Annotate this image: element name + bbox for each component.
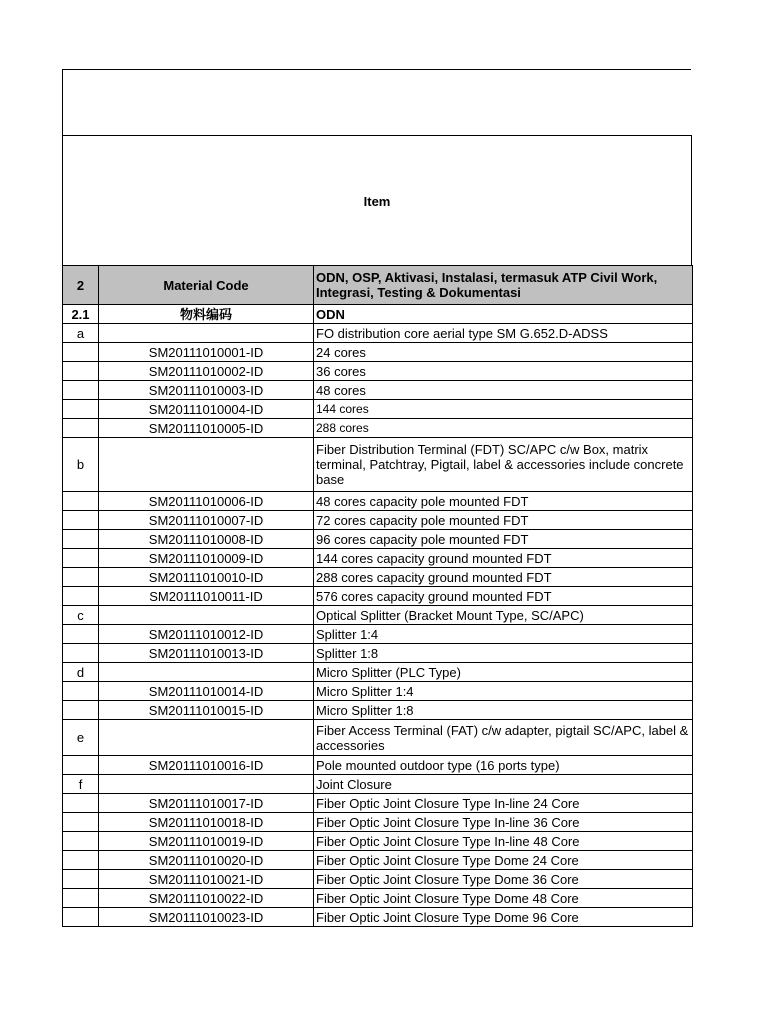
item-description: Pole mounted outdoor type (16 ports type) [314,756,693,775]
material-code: SM20111010019-ID [99,832,314,851]
material-code: SM20111010004-ID [99,400,314,419]
item-header-band [62,135,692,266]
subsection-title: ODN [314,305,693,324]
item-description: Micro Splitter 1:4 [314,682,693,701]
row-number [63,644,99,663]
table-row [63,530,693,549]
material-code: SM20111010008-ID [99,530,314,549]
table-row [63,324,693,343]
material-code [99,324,314,343]
row-number [63,568,99,587]
table-row [63,775,693,794]
material-code: SM20111010023-ID [99,908,314,927]
table-row [63,568,693,587]
item-description: 24 cores [314,343,693,362]
material-code-header: Material Code [99,266,314,305]
row-number [63,343,99,362]
item-description: 48 cores capacity pole mounted FDT [314,492,693,511]
table-row [63,419,693,438]
table-row [63,870,693,889]
item-description: Micro Splitter (PLC Type) [314,663,693,682]
row-number [63,682,99,701]
row-number: c [63,606,99,625]
material-table [62,265,693,927]
material-code [99,606,314,625]
row-number: e [63,720,99,756]
row-number [63,908,99,927]
material-code-label-cn: 物料编码 [99,305,314,324]
material-code: SM20111010005-ID [99,419,314,438]
item-description: Micro Splitter 1:8 [314,701,693,720]
subsection-row [63,305,693,324]
table-row [63,908,693,927]
item-description: Splitter 1:4 [314,625,693,644]
table-row [63,606,693,625]
item-description: 288 cores [314,419,693,438]
table-row [63,511,693,530]
row-number [63,530,99,549]
material-code [99,663,314,682]
material-code: SM20111010006-ID [99,492,314,511]
material-code [99,438,314,492]
table-row [63,381,693,400]
table-row [63,682,693,701]
table-row [63,663,693,682]
row-number [63,362,99,381]
material-code [99,775,314,794]
material-code: SM20111010020-ID [99,851,314,870]
table-row [63,756,693,775]
table-row [63,438,693,492]
row-number [63,832,99,851]
row-number [63,381,99,400]
item-header-label: Item [363,194,391,209]
material-code: SM20111010007-ID [99,511,314,530]
material-code: SM20111010010-ID [99,568,314,587]
item-description: Joint Closure [314,775,693,794]
material-code: SM20111010022-ID [99,889,314,908]
subsection-number: 2.1 [63,305,99,324]
item-description: 144 cores capacity ground mounted FDT [314,549,693,568]
table-row [63,794,693,813]
item-description: 576 cores capacity ground mounted FDT [314,587,693,606]
item-description: Fiber Optic Joint Closure Type In-line 24 Core [314,794,693,813]
row-number [63,813,99,832]
material-code: SM20111010016-ID [99,756,314,775]
item-description: 36 cores [314,362,693,381]
row-number: a [63,324,99,343]
row-number [63,400,99,419]
item-description: Fiber Distribution Terminal (FDT) SC/APC c/w Box, matrix terminal, Patchtray, Pigtail, label & accessories include concrete base [314,438,693,492]
section-title: ODN, OSP, Aktivasi, Instalasi, termasuk ATP Civil Work, Integrasi, Testing & Dokumentasi [314,266,693,305]
item-description: 288 cores capacity ground mounted FDT [314,568,693,587]
row-number [63,587,99,606]
row-number [63,511,99,530]
row-number [63,756,99,775]
table-row [63,701,693,720]
blank-header-band [62,69,63,135]
row-number: f [63,775,99,794]
material-code: SM20111010002-ID [99,362,314,381]
table-row [63,851,693,870]
row-number [63,419,99,438]
row-number: d [63,663,99,682]
table-row [63,625,693,644]
material-code: SM20111010003-ID [99,381,314,400]
item-description: FO distribution core aerial type SM G.652.D-ADSS [314,324,693,343]
item-description: 48 cores [314,381,693,400]
item-description: Fiber Optic Joint Closure Type Dome 24 Core [314,851,693,870]
item-description: Fiber Optic Joint Closure Type Dome 36 Core [314,870,693,889]
section-header-row [63,266,693,305]
row-number [63,549,99,568]
row-number [63,851,99,870]
material-code: SM20111010018-ID [99,813,314,832]
table-row [63,400,693,419]
material-code: SM20111010021-ID [99,870,314,889]
material-code: SM20111010014-ID [99,682,314,701]
row-number: b [63,438,99,492]
item-description: Optical Splitter (Bracket Mount Type, SC/APC) [314,606,693,625]
item-description: Splitter 1:8 [314,644,693,663]
item-description: Fiber Optic Joint Closure Type In-line 36 Core [314,813,693,832]
table-row [63,362,693,381]
material-code: SM20111010001-ID [99,343,314,362]
table-row [63,549,693,568]
table-row [63,813,693,832]
item-description: 72 cores capacity pole mounted FDT [314,511,693,530]
section-number: 2 [63,266,99,305]
row-number [63,492,99,511]
item-description: Fiber Optic Joint Closure Type Dome 96 Core [314,908,693,927]
row-number [63,889,99,908]
material-code: SM20111010017-ID [99,794,314,813]
table-row [63,889,693,908]
material-code [99,720,314,756]
row-number [63,870,99,889]
item-description: Fiber Optic Joint Closure Type In-line 48 Core [314,832,693,851]
item-description: 144 cores [314,400,693,419]
row-number [63,794,99,813]
item-description: 96 cores capacity pole mounted FDT [314,530,693,549]
material-code: SM20111010009-ID [99,549,314,568]
table-row [63,720,693,756]
material-code: SM20111010015-ID [99,701,314,720]
item-description: Fiber Access Terminal (FAT) c/w adapter, pigtail SC/APC, label & accessories [314,720,693,756]
table-row [63,343,693,362]
row-number [63,701,99,720]
table-row [63,644,693,663]
table-row [63,832,693,851]
material-code: SM20111010012-ID [99,625,314,644]
material-code: SM20111010013-ID [99,644,314,663]
material-code: SM20111010011-ID [99,587,314,606]
item-description: Fiber Optic Joint Closure Type Dome 48 Core [314,889,693,908]
table-row [63,492,693,511]
table-row [63,587,693,606]
top-border [62,69,691,70]
row-number [63,625,99,644]
